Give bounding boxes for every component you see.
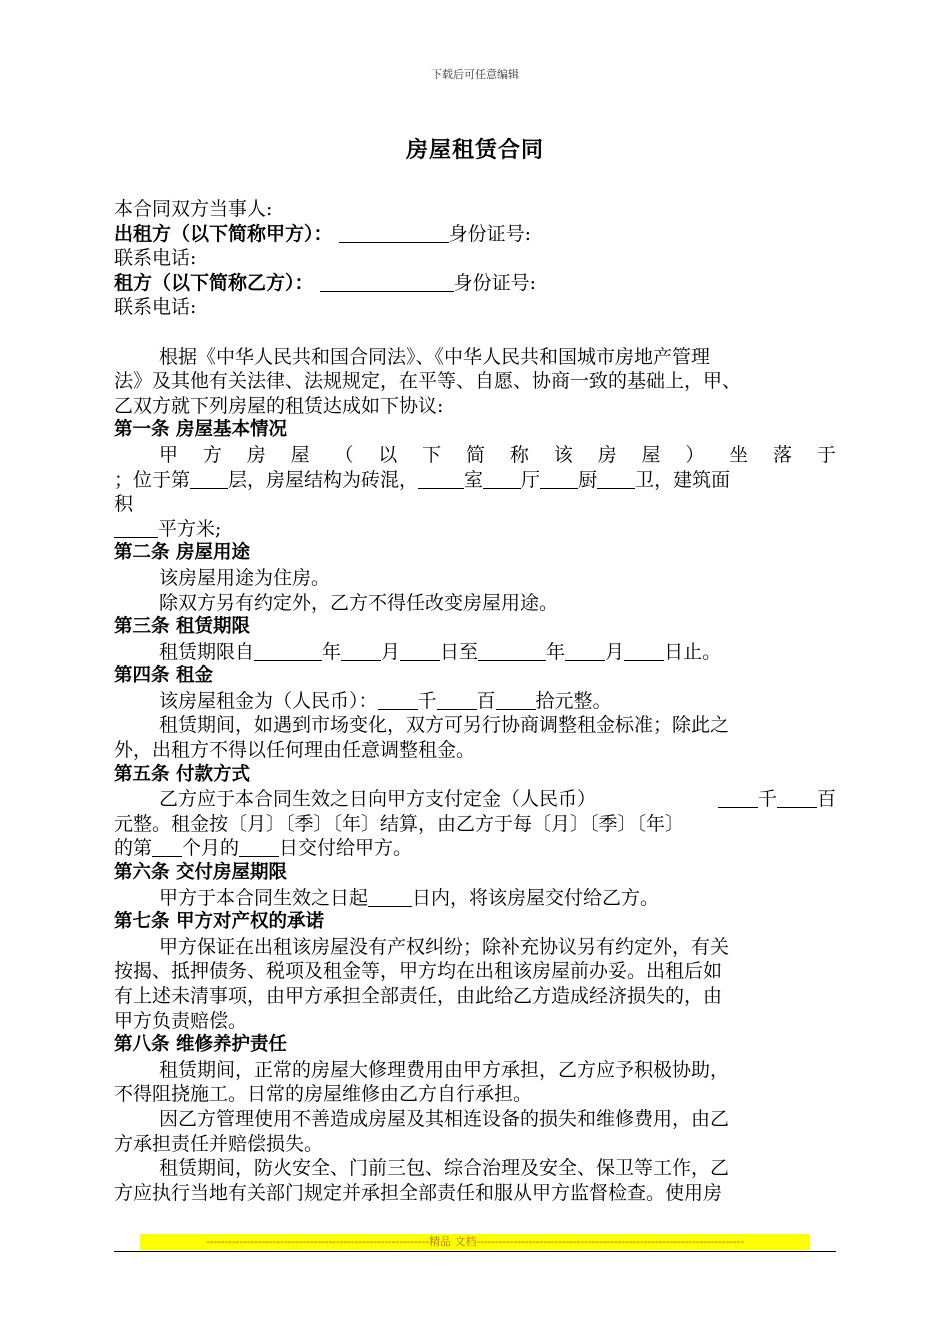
rent-thousand-blank xyxy=(378,690,418,710)
document-title: 房屋租赁合同 xyxy=(405,137,544,163)
lessor-id-label: 身份证号: xyxy=(448,222,531,245)
article-8-p2-line: 因乙方管理使用不善造成房屋及其相连设备的损失和维修费用，由乙 xyxy=(159,1107,730,1130)
lessee-phone: 联系电话: xyxy=(114,296,197,319)
month-ordinal-blank xyxy=(152,837,182,857)
article-3-title: 第三条 租赁期限 xyxy=(114,616,250,638)
article-2-p1: 该房屋用途为住房。 xyxy=(159,566,331,589)
article-5-title: 第五条 付款方式 xyxy=(114,763,250,785)
lessor-phone: 联系电话: xyxy=(114,247,197,270)
article-8-p1-line: 不得阻挠施工。日常的房屋维修由乙方自行承担。 xyxy=(114,1083,533,1106)
preamble-line: 法》及其他有关法律、法规规定，在平等、自愿、协商一致的基础上，甲、 xyxy=(114,370,742,393)
bath-blank xyxy=(597,469,635,489)
article-7-title: 第七条 甲方对产权的承诺 xyxy=(114,911,324,933)
hall-blank xyxy=(483,469,521,489)
article-8-p3-line: 租赁期间，防火安全、门前三包、综合治理及安全、保卫等工作，乙 xyxy=(159,1157,730,1180)
lessor-name-blank xyxy=(339,223,449,243)
end-year-blank xyxy=(478,641,546,661)
article-8-p2-line: 方承担责任并赔偿损失。 xyxy=(114,1132,324,1155)
article-8-p3-line: 方应执行当地有关部门规定并承担全部责任和服从甲方监督检查。使用房 xyxy=(114,1181,723,1204)
area-blank xyxy=(114,518,158,538)
article-1-area-line: 平方米; xyxy=(114,517,836,542)
article-4-rent-line: 该房屋租金为（人民币）： 千 百 拾元整。 xyxy=(159,689,612,712)
article-7-line: 甲方保证在出租该房屋没有产权纠纷；除补充协议另有约定外，有关 xyxy=(159,935,730,958)
article-2-title: 第二条 房屋用途 xyxy=(114,542,250,564)
deposit-hundred-blank xyxy=(777,788,817,808)
end-day-blank xyxy=(624,641,664,661)
footer-watermark-band: ------------------------------------------------------------精品 文档------------------------------------------------------------------------ xyxy=(140,1234,810,1250)
room-blank xyxy=(418,469,464,489)
rent-hundred-blank xyxy=(437,690,477,710)
end-month-blank xyxy=(565,641,605,661)
article-7-line: 甲方负责赔偿。 xyxy=(114,1009,248,1032)
deposit-thousand-blank xyxy=(718,788,758,808)
start-day-blank xyxy=(400,641,440,661)
article-2-p2: 除双方另有约定外，乙方不得任改变房屋用途。 xyxy=(159,591,559,614)
footer-rule xyxy=(114,1251,836,1252)
lessor-label: 出租方（以下简称甲方）： xyxy=(114,222,333,245)
rent-ten-blank xyxy=(496,690,536,710)
article-1-location-line: 甲 方 房 屋 （ 以 下 简 称 该 房 屋 ） 坐 落 于 xyxy=(159,443,836,466)
article-4-p3: 外，出租方不得以任何理由任意调整租金。 xyxy=(114,739,476,762)
article-5-settlement-line: 元整。租金按〔月〕〔季〕〔年〕结算，由乙方于每〔月〕〔季〕〔年〕 xyxy=(114,812,685,835)
article-8-p1-line: 租赁期间，正常的房屋大修理费用由甲方承担，乙方应予积极协助， xyxy=(159,1058,730,1081)
lessee-line xyxy=(114,271,836,296)
article-3-term-line: 租赁期限自 年 月 日至 年 月 日止。 xyxy=(159,640,722,663)
article-4-title: 第四条 租金 xyxy=(114,665,213,687)
preamble-line: 乙双方就下列房屋的租赁达成如下协议: xyxy=(114,394,444,417)
delivery-days-blank xyxy=(368,887,412,907)
article-7-line: 按揭、抵押债务、税项及租金等，甲方均在出租该房屋前办妥。出租后如 xyxy=(114,960,723,983)
article-5-due-line: 的第 个月的 日交付给甲方。 xyxy=(114,837,413,860)
floor-blank xyxy=(190,469,228,489)
contract-body xyxy=(114,197,836,1205)
lessor-line xyxy=(114,222,836,247)
article-5-deposit-line: 乙方应于本合同生效之日向甲方支付定金（人民币） 千 百 xyxy=(159,788,836,811)
preamble-line: 根据《中华人民共和国合同法》、《中华人民共和国城市房地产管理 xyxy=(159,345,711,368)
lessee-id-label: 身份证号: xyxy=(453,271,536,294)
article-6-title: 第六条 交付房屋期限 xyxy=(114,862,287,884)
kitchen-blank xyxy=(540,469,578,489)
lessee-label: 租方（以下简称乙方）： xyxy=(114,271,314,294)
page-header: 下载后可任意编辑 xyxy=(431,68,519,81)
article-8-title: 第八条 维修养护责任 xyxy=(114,1034,287,1056)
lessee-name-blank xyxy=(320,272,454,292)
article-6-delivery-line: 甲方于本合同生效之日起 日内，将该房屋交付给乙方。 xyxy=(159,886,660,909)
article-7-line: 有上述未清事项，由甲方承担全部责任，由此给乙方造成经济损失的，由 xyxy=(114,985,723,1007)
article-1-area-label: 积 xyxy=(114,493,134,516)
article-4-p2: 租赁期间，如遇到市场变化，双方可另行协商调整租金标准；除此之 xyxy=(159,714,730,737)
start-year-blank xyxy=(254,641,322,661)
due-day-blank xyxy=(239,837,279,857)
article-1-layout-line: ；位于第 层，房屋结构为砖混， 室 厅 厨 卫，建筑面 xyxy=(114,468,731,491)
article-1-title: 第一条 房屋基本情况 xyxy=(114,419,287,441)
start-month-blank xyxy=(341,641,381,661)
parties-intro: 本合同双方当事人: xyxy=(114,198,273,220)
